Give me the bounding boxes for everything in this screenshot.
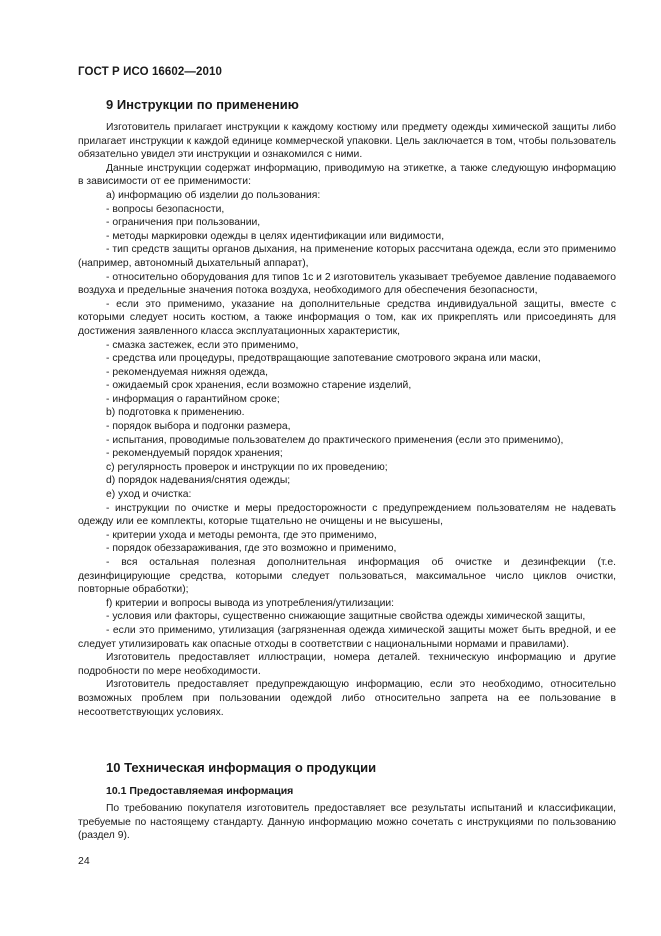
list-item: - условия или факторы, существенно снижающие защитные свойства одежды химической защиты, xyxy=(106,611,586,623)
list-item: - испытания, проводимые пользователем до практического применения (если это применимо), xyxy=(106,434,564,446)
paragraph: Изготовитель предоставляет предупреждающую информацию, если это необходимо, относительно возможных проблем при пользовании одеждой либо относительно запрета на ее пользование в несоответствующих условиях. xyxy=(78,679,616,718)
list-item: f) критерии и вопросы вывода из употребления/утилизации: xyxy=(106,597,395,609)
list-item: - смазка застежек, если это применимо, xyxy=(106,339,299,351)
list-item: - порядок выбора и подгонки размера, xyxy=(106,421,291,433)
list-item: - если это применимо, утилизация (загрязненная одежда химической защиты может быть вредной, и ее следует утилизировать как опасные отходы в соответствии с национальными нормами и правилами). xyxy=(78,624,616,650)
list-item: b) подготовка к применению. xyxy=(106,407,245,419)
paragraph: Изготовитель предоставляет иллюстрации, номера деталей. техническую информацию и другие подробности по мере необходимости. xyxy=(78,652,616,677)
list-item: - ожидаемый срок хранения, если возможно старение изделий, xyxy=(106,380,412,392)
list-item: а) информацию об изделии до пользования: xyxy=(106,189,321,201)
paragraph: Данные инструкции содержат информацию, приводимую на этикетке, а также следующую информацию в зависимости от ее применимости: xyxy=(78,162,616,188)
list-item: - рекомендуемая нижняя одежда, xyxy=(106,366,268,378)
list-item: d) порядок надевания/снятия одежды; xyxy=(106,475,291,487)
list-item: - тип средств защиты органов дыхания, на применение которых рассчитана одежда, если это применимо (например, автономный дыхательный аппарат), xyxy=(78,244,616,269)
list-item: c) регулярность проверок и инструкции по их проведению; xyxy=(106,461,388,473)
list-item: e) уход и очистка: xyxy=(106,489,192,501)
standard-header: ГОСТ Р ИСО 16602—2010 xyxy=(78,66,223,78)
section-9-body xyxy=(78,121,616,719)
section-10-heading: 10 Техническая информация о продукции xyxy=(106,760,377,775)
list-item: - вопросы безопасности, xyxy=(106,203,225,215)
paragraph: По требованию покупателя изготовитель предоставляет все результаты испытаний и классификации, требуемые по настоящему стандарту. Данную информацию можно сочетать с инструкциями по пользованию (раздел 9). xyxy=(78,803,616,842)
section-9-heading: 9 Инструкции по применению xyxy=(106,97,299,112)
list-item: - критерии ухода и методы ремонта, где это применимо, xyxy=(106,529,377,541)
paragraph: Изготовитель прилагает инструкции к каждому костюму или предмету одежды химической защиты либо прилагает инструкции к каждой единице коммерческой упаковки. Цель заключается в том, чтобы пользователь обязательно увидел эти инструкции и ознакомился с ними. xyxy=(78,122,616,161)
list-item: - порядок обеззараживания, где это возможно и применимо, xyxy=(106,543,397,555)
list-item: - информация о гарантийном сроке; xyxy=(106,393,280,405)
list-item: - методы маркировки одежды в целях идентификации или видимости, xyxy=(106,230,445,242)
list-item: - средства или процедуры, предотвращающие запотевание смотрового экрана или маски, xyxy=(106,353,541,365)
list-item: - ограничения при пользовании, xyxy=(106,217,261,229)
list-item: - относительно оборудования для типов 1с и 2 изготовитель указывает требуемое давление подаваемого воздуха и предельные значения потока воздуха, необходимого для обеспечения безопасности, xyxy=(78,271,616,297)
section-10-1-heading: 10.1 Предоставляемая информация xyxy=(106,785,294,797)
list-item: - рекомендуемый порядок хранения; xyxy=(106,448,283,460)
list-item: - инструкции по очистке и меры предосторожности с предупреждением пользователям не надевать одежду или ее комплекты, которые тщательно не очищены и не высушены, xyxy=(78,502,616,528)
list-item: - вся остальная полезная дополнительная информация об очистке и дезинфекции (т.е. дезинфицирующие средства, которыми следует пользоваться, максимальное число циклов очистки, повторные обработки); xyxy=(78,557,616,596)
section-10-body xyxy=(78,802,616,843)
list-item: - если это применимо, указание на дополнительные средства индивидуальной защиты, вместе с которыми следует носить костюм, а также информация о том, как их прикреплять или присоединять для достижения заявленного класса эксплуатационных характеристик, xyxy=(78,298,616,337)
page-number: 24 xyxy=(78,855,90,867)
